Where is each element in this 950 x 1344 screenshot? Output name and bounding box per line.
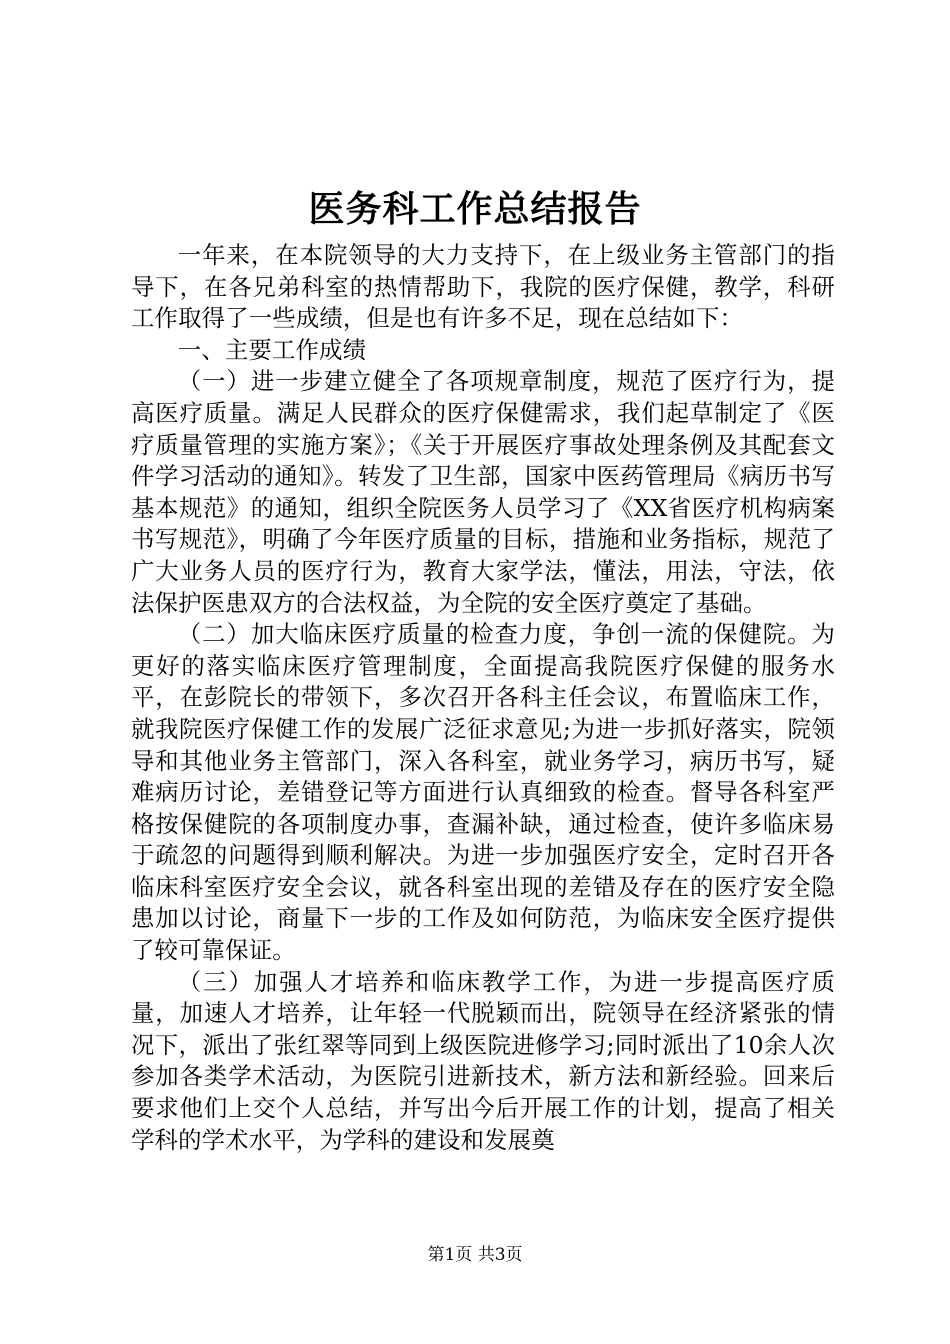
- paragraph-item-3: （三）加强人才培养和临床教学工作，为进一步提高医疗质量，加速人才培养，让年轻一代脱颖而出，院领导在经济紧张的情况下，派出了张红翠等同到上级医院进修学习;同时派出了10余人次参加各类学术活动，为医院引进新技术，新方法和新经验。回来后要求他们上交个人总结，并写出今后开展工作的计划，提高了相关学科的学术水平，为学科的建设和发展奠: [131, 967, 835, 1154]
- document-body: [131, 240, 835, 1156]
- section-heading: 一、主要工作成绩: [177, 335, 367, 364]
- page-footer: 第1页 共3页: [427, 1245, 523, 1265]
- paragraph-item-1: （一）进一步建立健全了各项规章制度，规范了医疗行为，提高医疗质量。满足人民群众的医疗保健需求，我们起草制定了《医疗质量管理的实施方案》；《关于开展医疗事故处理条例及其配套文件学习活动的通知》。转发了卫生部，国家中医药管理局《病历书写基本规范》的通知，组织全院医务人员学习了《XX省医疗机构病案书写规范》，明确了今年医疗质量的目标，措施和业务指标，规范了广大业务人员的医疗行为，教育大家学法，懂法，用法，守法，依法保护医患双方的合法权益，为全院的安全医疗奠定了基础。: [131, 367, 835, 617]
- intro-paragraph: 一年来，在本院领导的大力支持下，在上级业务主管部门的指导下，在各兄弟科室的热情帮助下，我院的医疗保健，教学，科研工作取得了一些成绩，但是也有许多不足，现在总结如下：: [131, 241, 835, 333]
- paragraph-item-2: （二）加大临床医疗质量的检查力度，争创一流的保健院。为更好的落实临床医疗管理制度，全面提高我院医疗保健的服务水平，在彭院长的带领下，多次召开各科主任会议，布置临床工作，就我院医疗保健工作的发展广泛征求意见;为进一步抓好落实，院领导和其他业务主管部门，深入各科室，就业务学习，病历书写，疑难病历讨论，差错登记等方面进行认真细致的检查。督导各科室严格按保健院的各项制度办事，查漏补缺，通过检查，使许多临床易于疏忽的问题得到顺利解决。为进一步加强医疗安全，定时召开各临床科室医疗安全会议，就各科室出现的差错及存在的医疗安全隐患加以讨论，商量下一步的工作及如何防范，为临床安全医疗提供了较可靠保证。: [131, 620, 835, 965]
- document-title: 医务科工作总结报告: [308, 188, 642, 230]
